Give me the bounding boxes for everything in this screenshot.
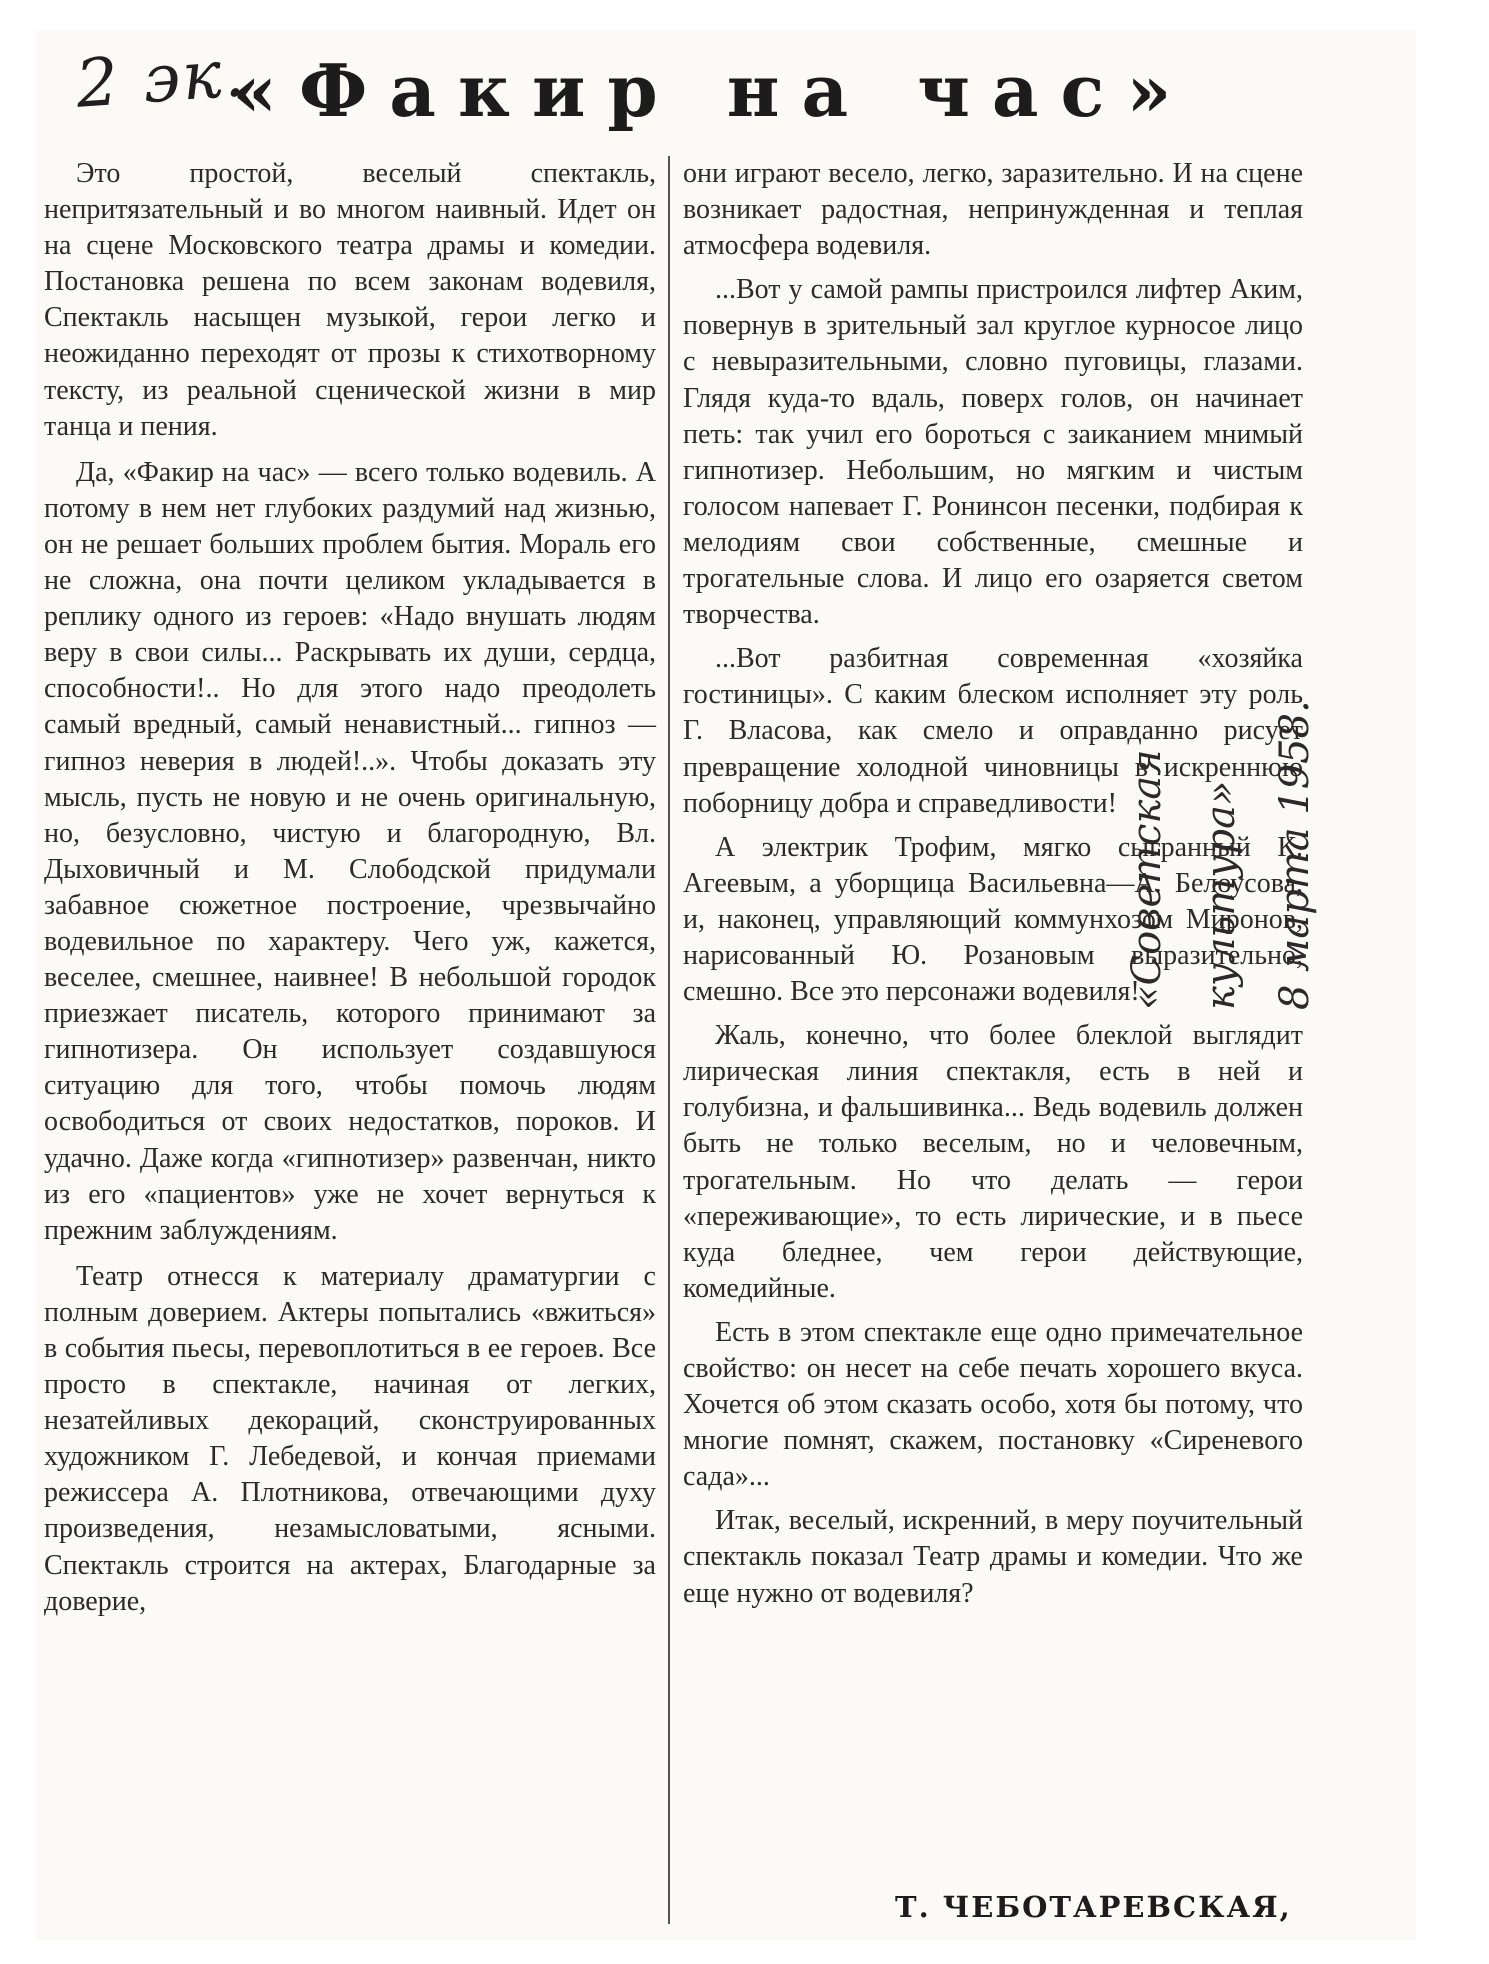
column-divider <box>668 156 670 1924</box>
paragraph: ...Вот у самой рампы пристроился лифтер Аким, повернув в зрительный зал круглое курносое лицо с невыразительными, словно пуговицы, глазами. Глядя куда-то вдаль, поверх голов, он начинает петь: так учил его бороться с заиканием мнимый гипнотизер. Небольшим, но мягким и чистым голосом напевает Г. Ронинсон песенки, подбирая к мелодиям свои собственные, смешные и трогательные слова. И лицо его озаряется светом творчества. <box>683 274 1303 631</box>
paragraph: А электрик Трофим, мягко сыгранный К. Агеевым, а уборщица Васильевна—А. Белоусова, и, наконец, управляющий коммунхозом Миронов, нарисованный Ю. Розановым выразительно, смешно. Все это персонажи водевиля! <box>683 831 1303 1008</box>
source-note-line: «Советская <box>1124 749 1170 1010</box>
paragraph: Театр отнесся к материалу драматургии с полным доверием. Актеры попытались «вжиться» в события пьесы, перевоплотиться в ее героев. Все просто в спектакле, начиная от легких, незатейливых декораций, сконструированных художником Г. Лебедевой, и кончая приемами режиссера А. Плотникова, отвечающими духу произведения, незамысловатыми, ясными. Спектакль строится на актерах, Благодарные за доверие, <box>44 1260 656 1617</box>
paragraph: Есть в этом спектакле еще одно примечательное свойство: он несет на себе печать хорошего вкуса. Хочется об этом сказать особо, хотя бы потому, что многие помнят, скажем, постановку «Сиреневого сада»... <box>683 1316 1303 1493</box>
handwritten-copy-note: 2 эк. <box>73 34 249 123</box>
handwritten-source-note <box>1110 390 1332 1010</box>
source-note-line: культура» <box>1198 780 1244 1010</box>
paragraph: Жаль, конечно, что более блеклой выглядит лирическая линия спектакля, есть в ней и голубизна, и фальшивинка... Ведь водевиль должен быть не только веселым, но и человечным, трогательным. Но что делать — герои «переживающие», то есть лирические, и в пьесе куда бледнее, чем герои действующие, комедийные. <box>683 1020 1303 1304</box>
author-signature: Т. ЧЕБОТАРЕВСКАЯ, <box>895 1890 1292 1924</box>
paragraph: ...Вот разбитная современная «хозяйка гостиницы». С каким блеском исполняет эту роль Г. Власова, как смело и оправданно рисует превращение холодной чиновницы в искреннюю поборницу добра и справедливости! <box>683 643 1303 819</box>
paragraph: Итак, веселый, искренний, в меру поучительный спектакль показал Театр драмы и комедии. Что же еще нужно от водевиля? <box>683 1505 1303 1609</box>
source-note-line: 8 марта 1958. <box>1272 700 1318 1010</box>
paragraph: они играют весело, легко, заразительно. И на сцене возникает радостная, непринужденная и теплая атмосфера водевиля. <box>683 158 1303 262</box>
paragraph: Да, «Факир на час» — всего только водевиль. А потому в нем нет глубоких раздумий над жизнью, он не решает больших проблем бытия. Мораль его не сложна, она почти целиком укладывается в реплику одного из героев: «Надо внушать людям веру в свои силы... Раскрывать их души, сердца, способности!.. Но для этого надо преодолеть самый вредный, самый ненавистный... гипноз — гипноз неверия в людей!..». Чтобы доказать эту мысль, пусть не новую и не очень оригинальную, но, безусловно, чистую и благородную, Вл. Дыховичный и М. Слободской придумали забавное сюжетное построение, чрезвычайно водевильное по характеру. Чего уж, кажется, веселее, смешнее, наивнее! В небольшой городок приезжает писатель, которого принимают за гипнотизера. Он использует создавшуюся ситуацию для того, чтобы помочь людям освободиться от своих недостатков, пороков. И удачно. Даже когда «гипнотизер» развенчан, никто из его «пациентов» уже не хочет вернуться к прежним заблуждениям. <box>44 456 656 1246</box>
paragraph: Это простой, веселый спектакль, непритязательный и во многом наивный. Идет он на сцене Московского театра драмы и комедии. Постановка решена по всем законам водевиля, Спектакль насыщен музыкой, герои легко и неожиданно переходят от прозы к стихотворному тексту, из реальной сценической жизни в мир танца и пения. <box>44 158 656 442</box>
article-headline: «Факир на час» <box>232 48 1194 133</box>
left-column <box>44 156 656 1620</box>
